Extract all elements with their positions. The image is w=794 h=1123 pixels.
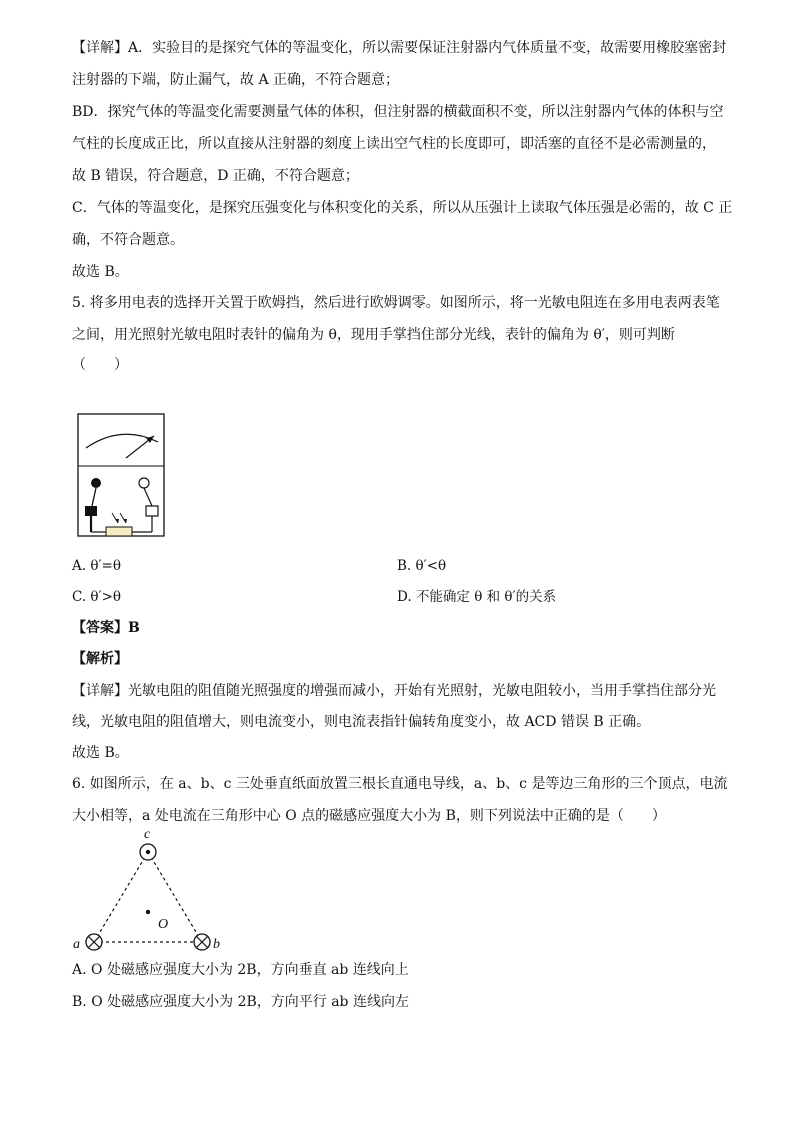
red-probe-head [139, 478, 149, 488]
q5-option-d: D. 不能确定 θ 和 θ′的关系 [397, 589, 557, 605]
triangle-side-ac [94, 852, 148, 942]
q6-stem-line-2: 大小相等，a 处电流在三角形中心 O 点的磁感应强度大小为 B，则下列说法中正确的是（ ） [72, 808, 666, 824]
light-arrowhead-1 [115, 519, 119, 523]
q5-detail-line-1: 【详解】光敏电阻的阻值随光照强度的增强而减小，开始有光照射，光敏电阻较小，当用手掌挡住部分光 [72, 683, 716, 699]
multimeter-figure [74, 410, 168, 540]
photoresistor [106, 527, 132, 536]
q5-option-a: A. θ′=θ [72, 558, 121, 574]
label-b: b [213, 937, 220, 952]
q5-stem-line-3: （ ） [72, 357, 128, 373]
q4-detail-line-5: 故 B 错误，符合题意，D 正确，不符合题意； [72, 168, 359, 184]
q4-detail-line-3: BD．探究气体的等温变化需要测量气体的体积，但注射器的横截面积不变，所以注射器内气体的体积与空 [72, 104, 724, 120]
q4-detail-line-6: C．气体的等温变化，是探究压强变化与体积变化的关系，所以从压强计上读取气体压强是必需的，故 C 正 [72, 200, 733, 216]
black-probe-head [91, 478, 101, 488]
red-probe-wire [144, 488, 152, 506]
q5-option-b: B. θ′<θ [397, 558, 447, 574]
label-a: a [73, 937, 80, 952]
q6-stem-line-1: 6. 如图所示，在 a、b、c 三处垂直纸面放置三根长直通电导线，a、b、c 是等边三角形的三个顶点，电流 [72, 776, 728, 792]
q5-conclusion: 故选 B。 [72, 745, 129, 761]
q5-answer: 【答案】B [72, 620, 140, 636]
q4-detail-line-4: 气柱的长度成正比，所以直接从注射器的刻度上读出空气柱的长度即可，即活塞的直径不是必需测量的， [72, 136, 716, 152]
q4-detail-line-2: 注射器的下端，防止漏气，故 A 正确，不符合题意； [72, 72, 400, 88]
q6-option-b: B. O 处磁感应强度大小为 2B，方向平行 ab 连线向左 [72, 994, 409, 1010]
q4-detail-line-7: 确，不符合题意。 [72, 232, 184, 248]
q5-option-c: C. θ′>θ [72, 589, 122, 605]
center-point-o [146, 910, 150, 914]
black-probe-handle [85, 506, 97, 516]
q6-option-a: A. O 处磁感应强度大小为 2B，方向垂直 ab 连线向上 [72, 962, 409, 978]
q4-conclusion: 故选 B。 [72, 264, 129, 280]
wire-c-dot [146, 850, 150, 854]
black-probe-wire [92, 488, 96, 506]
light-arrowhead-2 [123, 519, 127, 523]
label-c: c [144, 827, 151, 842]
q5-stem-line-1: 5. 将多用电表的选择开关置于欧姆挡，然后进行欧姆调零。如图所示，将一光敏电阻连在多用电表两表笔 [72, 295, 720, 311]
red-probe-handle [146, 506, 158, 516]
q5-stem-line-2: 之间，用光照射光敏电阻时表针的偏角为 θ，现用手掌挡住部分光线，表针的偏角为 θ′，则可判断 [72, 327, 675, 343]
triangle-side-bc [148, 852, 202, 942]
triangle-wires-figure [70, 826, 230, 956]
q4-detail-line-1: 【详解】A．实验目的是探究气体的等温变化，所以需要保证注射器内气体质量不变，故需要用橡胶塞密封 [72, 40, 727, 56]
q5-detail-line-2: 线，光敏电阻的阻值增大，则电流变小，则电流表指针偏转角度变小，故 ACD 错误 B 正确。 [72, 714, 651, 730]
q5-analysis-label: 【解析】 [72, 651, 128, 667]
label-o: O [158, 917, 169, 932]
